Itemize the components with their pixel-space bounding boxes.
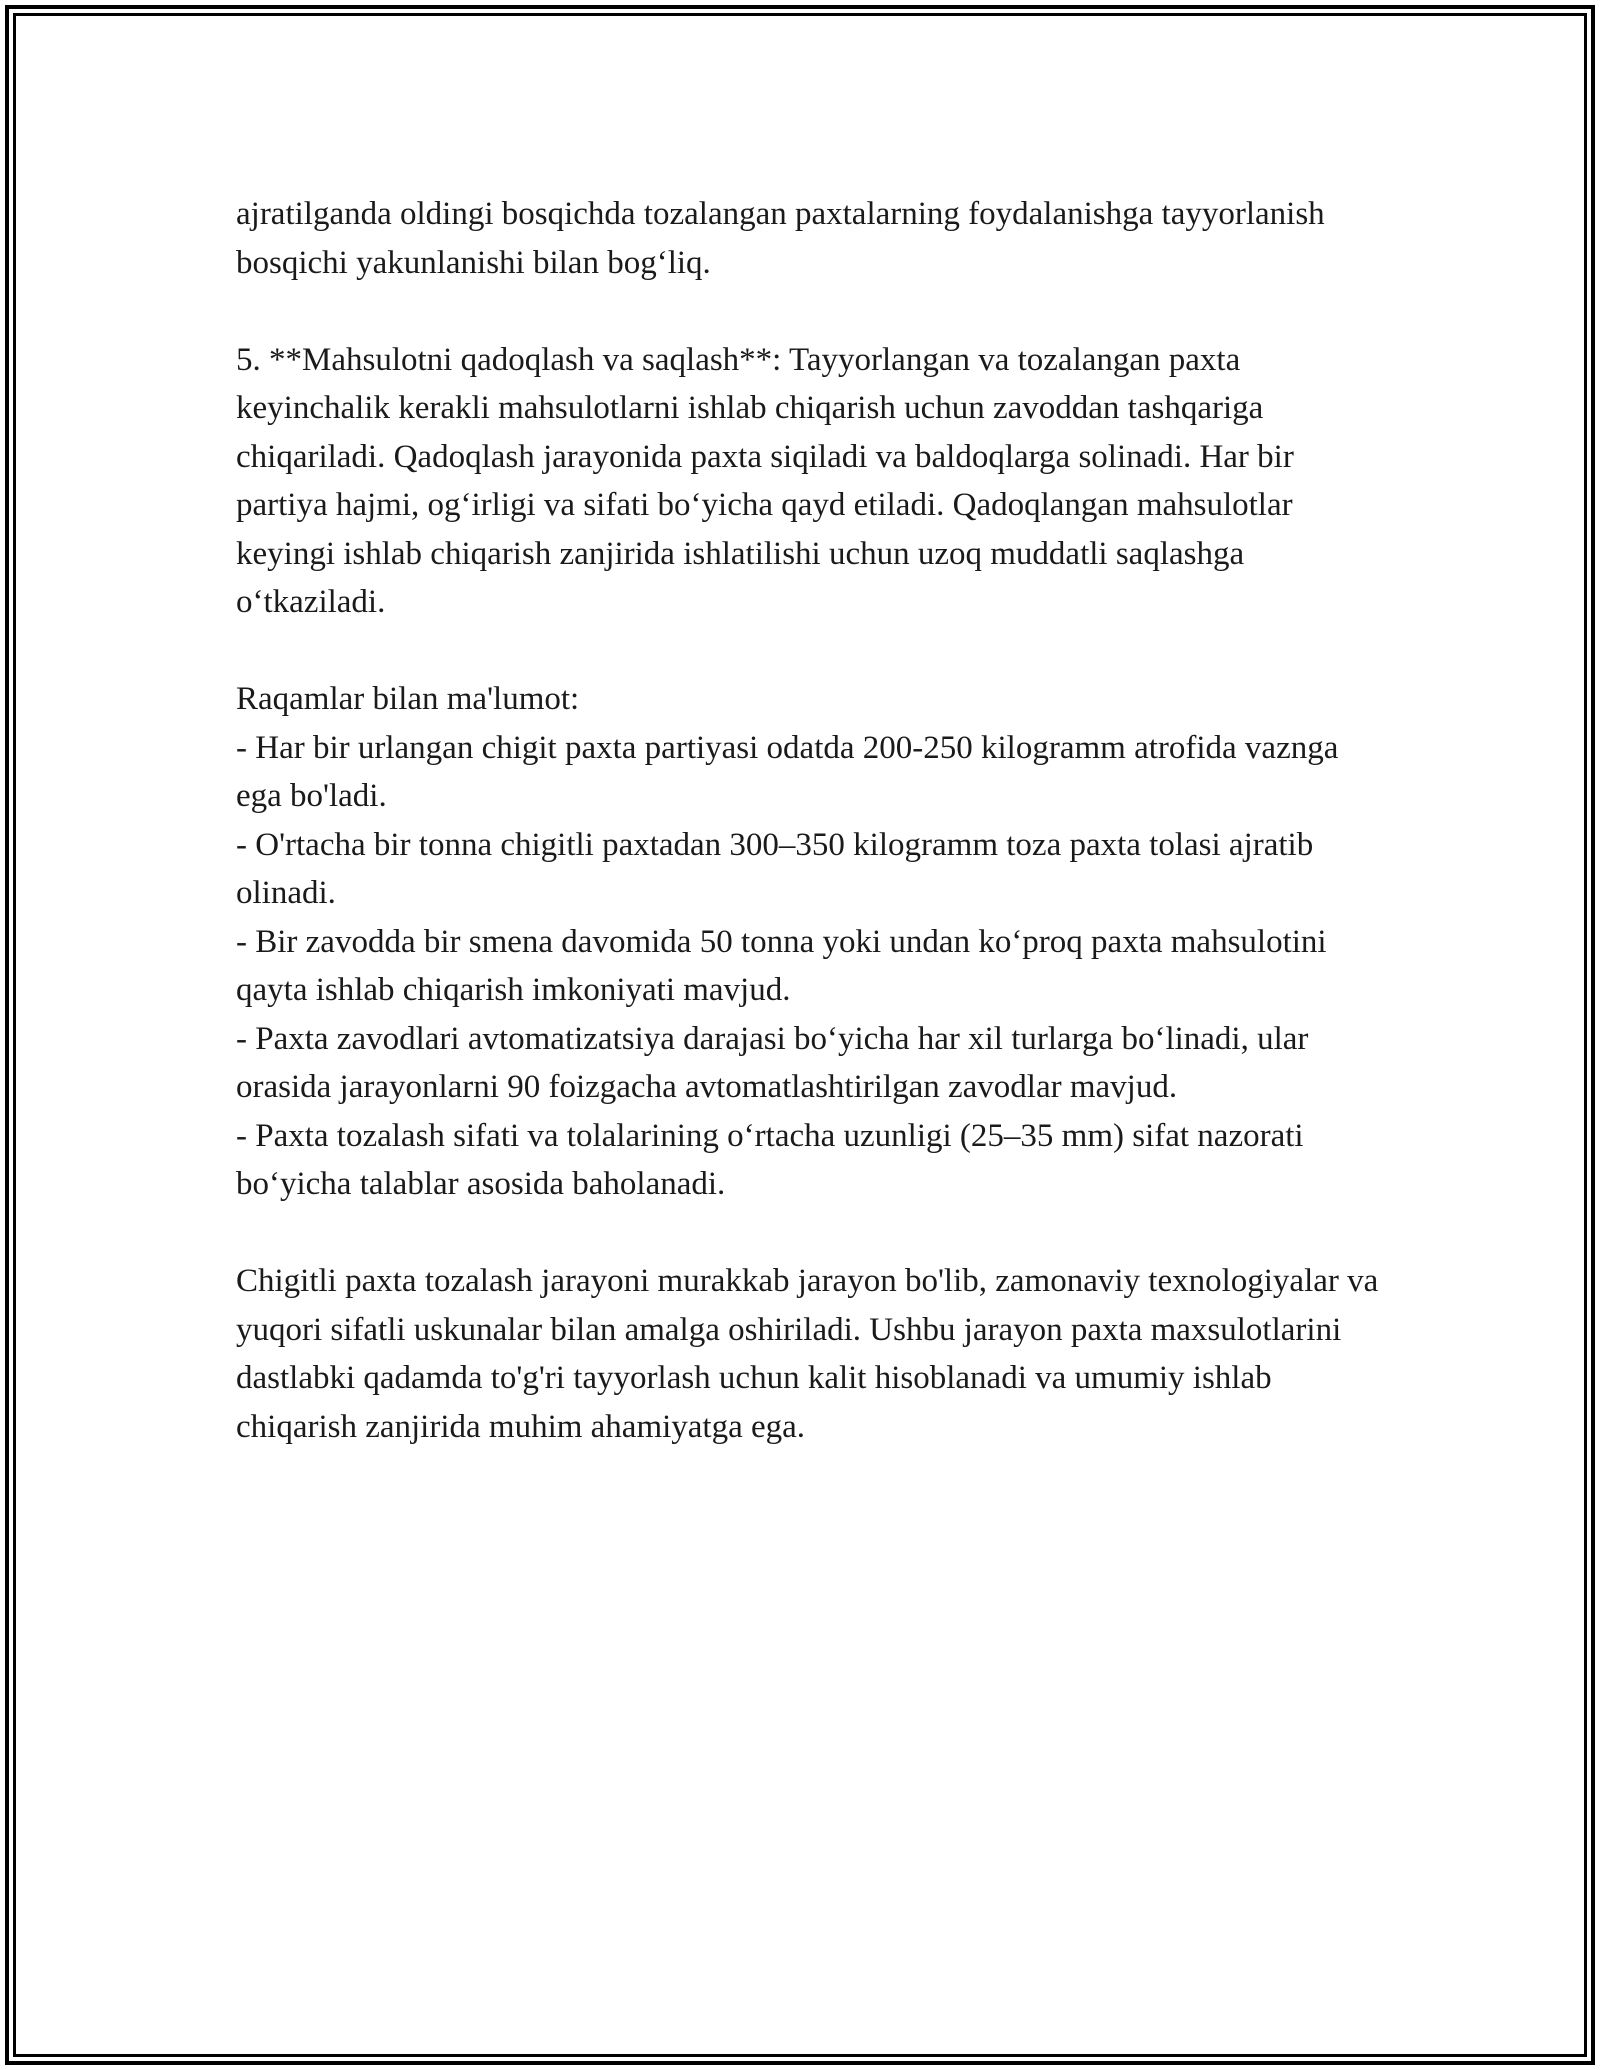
paragraph-conclusion: Chigitli paxta tozalash jarayoni murakkab jarayon bo'lib, zamonaviy texnologiyalar va yuqori sifatli uskunalar bilan amalga oshiriladi. Ushbu jarayon paxta maxsulotlarini dastlabki qadamda to'g'ri tayyorlash uchun kalit hisoblanadi va umumiy ishlab chiqarish zanjirida muhim ahamiyatga ega. <box>236 1263 1379 1445</box>
list-item: - Har bir urlangan chigit paxta partiyasi odatda 200-250 kilogramm atrofida vaznga ega bo'ladi. <box>236 729 1339 814</box>
numbers-section-heading: Raqamlar bilan ma'lumot: <box>236 681 580 717</box>
list-item: - Paxta tozalash sifati va tolalarining o‘rtacha uzunligi (25–35 mm) sifat nazorati bo‘yicha talablar asosida baholanadi. <box>236 1117 1304 1202</box>
paragraph-packaging-storage: 5. **Mahsulotni qadoqlash va saqlash**: Tayyorlangan va tozalangan paxta keyinchalik kerakli mahsulotlarni ishlab chiqarish uchun zavoddan tashqariga chiqariladi. Qadoqlash jarayonida paxta siqiladi va baldoqlarga solinadi. Har bir partiya hajmi, og‘irligi va sifati bo‘yicha qayd etiladi. Qadoqlangan mahsulotlar keyingi ishlab chiqarish zanjirida ishlatilishi uchun uzoq muddatli saqlashga o‘tkaziladi. <box>236 341 1294 620</box>
document-body <box>236 190 1386 1500</box>
numbers-section <box>236 675 1386 1209</box>
list-item: - Bir zavodda bir smena davomida 50 tonna yoki undan ko‘proq paxta mahsulotini qayta ishlab chiqarish imkoniyati mavjud. <box>236 923 1327 1008</box>
list-item: - O'rtacha bir tonna chigitli paxtadan 300–350 kilogramm toza paxta tolasi ajratib olinadi. <box>236 826 1314 911</box>
list-item: - Paxta zavodlari avtomatizatsiya darajasi bo‘yicha har xil turlarga bo‘linadi, ular orasida jarayonlarni 90 foizgacha avtomatlashtirilgan zavodlar mavjud. <box>236 1020 1309 1105</box>
paragraph-continuation: ajratilganda oldingi bosqichda tozalangan paxtalarning foydalanishga tayyorlanish bosqichi yakunlanishi bilan bog‘liq. <box>236 196 1325 281</box>
